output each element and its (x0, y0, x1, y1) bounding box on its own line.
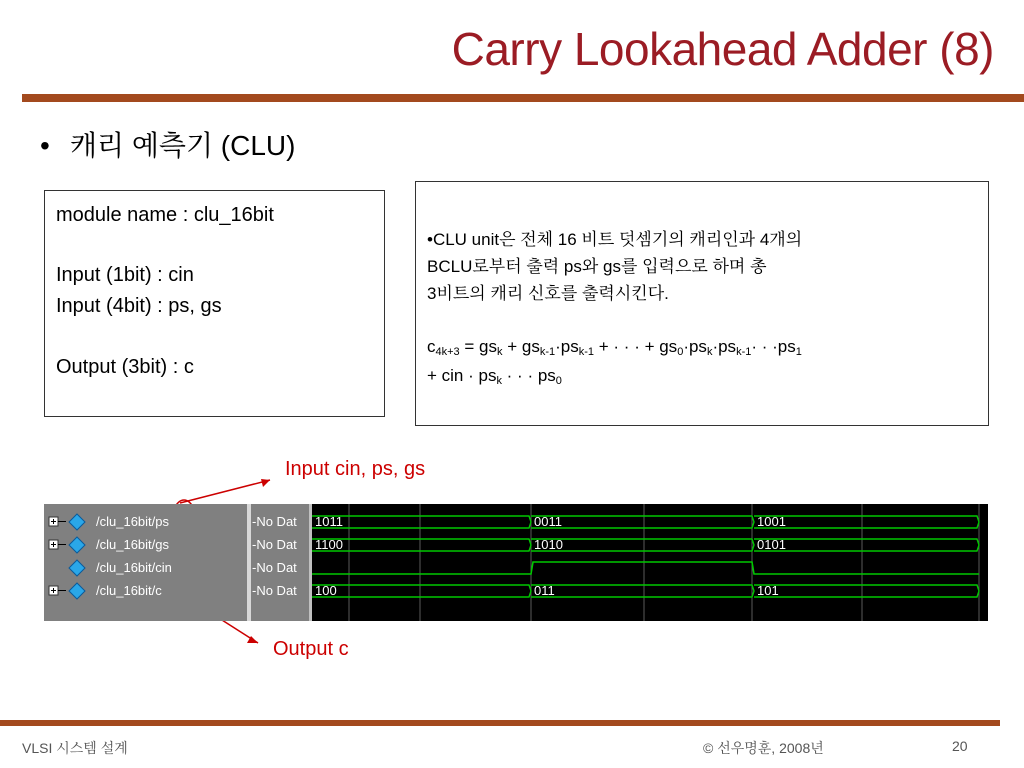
arrow-to-inputs (180, 480, 270, 503)
bus-value-label: 1010 (534, 537, 563, 552)
signal-value: -No Dat (252, 560, 297, 575)
bullet-text: 캐리 예측기 (CLU) (70, 130, 296, 161)
equation-line-2: + cin · $ps_k$ · · · $ps_0$ (427, 366, 562, 387)
arrowhead-inputs (261, 479, 270, 487)
description-line-2: BCLU로부터 출력 ps와 gs를 입력으로 하며 총 (427, 257, 767, 276)
footer-copyright: © 선우명훈, 2008년 (703, 740, 824, 756)
slide-title: Carry Lookahead Adder (8) (451, 23, 994, 75)
input-cin: Input (1bit) : cin (56, 264, 194, 286)
module-name: module name : clu_16bit (56, 204, 274, 226)
bus-value-label: 0011 (534, 514, 562, 529)
signal-value: -No Dat (252, 537, 297, 552)
bus-value-label: 1100 (315, 537, 343, 552)
signal-name: /clu_16bit/cin (96, 560, 172, 575)
description-line-3: 3비트의 캐리 신호를 출력시킨다. (427, 284, 669, 303)
input-ps-gs: Input (4bit) : ps, gs (56, 295, 222, 317)
title-divider (22, 94, 1024, 102)
annotation-inputs: Input cin, ps, gs (285, 458, 426, 480)
bus-value-label: 011 (534, 583, 555, 598)
panel-splitter (247, 504, 251, 621)
signal-name: /clu_16bit/gs (96, 537, 169, 552)
annotation-output: Output c (273, 638, 349, 660)
carry-equation (427, 335, 982, 393)
bullet-dot: • (40, 130, 50, 161)
bullet-item (40, 124, 295, 164)
panel-splitter-2 (309, 504, 312, 621)
module-info-box (44, 190, 385, 417)
bus-value-label: 1001 (757, 514, 786, 529)
equation-line-1: $c_{4k+3} = gs_k + gs_{k-1}\cdot ps_{k-1}$ + · · · + $gs_0\cdot ps_k\cdot ps_{k-1}\cdot \cdot \cdot ps_1$ (427, 337, 802, 358)
description-box (415, 181, 989, 426)
bus-value-label: 100 (315, 583, 337, 598)
arrowhead-output (247, 636, 258, 643)
waveform-panel[interactable] (44, 504, 988, 621)
signal-value: -No Dat (252, 583, 297, 598)
signal-name: /clu_16bit/c (96, 583, 162, 598)
output-c: Output (3bit) : c (56, 356, 194, 378)
signal-name: /clu_16bit/ps (96, 514, 169, 529)
bus-value-label: 1011 (315, 514, 343, 529)
bus-value-label: 101 (757, 583, 779, 598)
description-line-1: •CLU unit은 전체 16 비트 덧셈기의 캐리인과 4개의 (427, 230, 803, 249)
footer-course: VLSI 시스템 설계 (22, 740, 128, 756)
page-number: 20 (952, 738, 968, 754)
description-text (427, 226, 972, 307)
footer-divider (0, 720, 1000, 726)
signal-value: -No Dat (252, 514, 297, 529)
bus-value-label: 0101 (757, 537, 786, 552)
